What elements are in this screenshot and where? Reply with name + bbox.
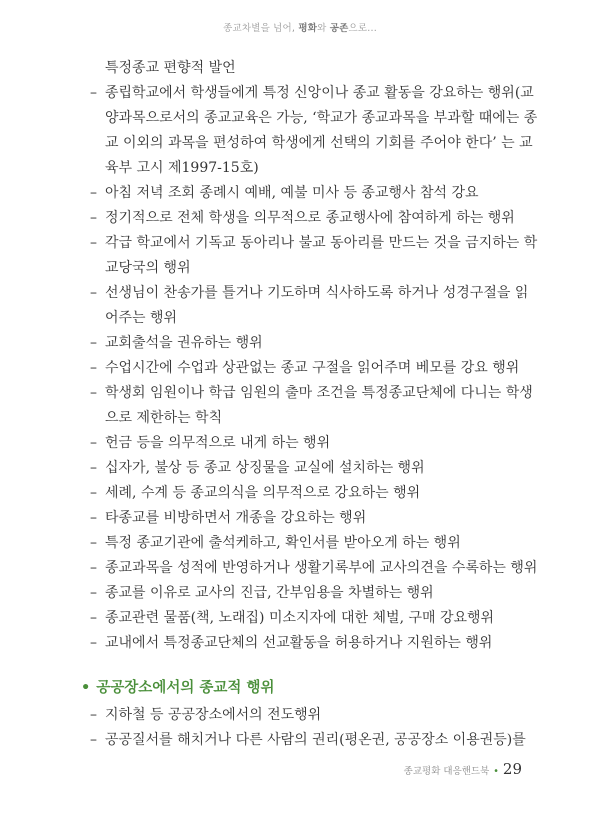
list-item-text: 수업시간에 수업과 상관없는 종교 구절을 읽어주며 베모를 강요 행위 [105,360,520,376]
dash-icon: – [90,535,97,551]
list-item-text: 정기적으로 전체 학생을 의무적으로 종교행사에 참여하게 하는 행위 [105,210,515,226]
list-item-text: 헌금 등을 의무적으로 내게 하는 행위 [105,435,331,451]
dash-icon: – [90,85,97,101]
list-item [90,81,538,181]
list-item-line [90,281,529,306]
list-item-text: 어주는 행위 [105,310,178,326]
list-item-line [90,231,538,256]
continuation-line: 특정종교 편향적 발언 [105,60,236,76]
list-item-text: 종교관련 물품(책, 노래집) 미소지자에 대한 체벌, 구매 강요행위 [105,610,495,626]
list-item-text: 십자가, 불상 등 종교 상징물을 교실에 설치하는 행위 [105,460,425,476]
section-title: 공공장소에서의 종교적 행위 [96,680,275,696]
list-item [90,703,525,728]
list-item-text: 학생회 임원이나 학급 임원의 출마 조건을 특정종교단체에 다니는 학생 [105,385,533,401]
list-item-line [90,506,525,531]
list-item-text: 각급 학교에서 기독교 동아리나 불교 동아리를 만드는 것을 금지하는 학 [105,235,538,251]
list-item-line [90,581,525,606]
list-item-text: 지하철 등 공공장소에서의 전도행위 [105,707,322,723]
list-item-line [90,81,534,106]
list-item-line [90,256,525,281]
list-item-line [90,331,525,356]
list-item-line [90,728,525,753]
list-item [90,381,533,431]
list-item-text: 으로 제한하는 학칙 [105,410,223,426]
list-item-line [90,156,525,181]
list-item [90,506,525,531]
list-item-line [90,703,525,728]
list-item [90,631,525,656]
dash-icon: – [90,185,97,201]
bullet-icon: • [81,680,91,696]
list-item [90,281,529,331]
page-footer [404,760,522,778]
list-item-text: 교당국의 행위 [105,260,191,276]
list-item-line [90,206,525,231]
book-title: 종교평화 대응핸드북 [403,766,490,777]
dash-icon: – [90,435,97,451]
list-item-line [90,631,525,656]
list-item [90,531,525,556]
list-item-line [90,606,525,631]
dash-icon: – [90,585,97,601]
list-item [90,356,525,381]
list-item [90,431,525,456]
dash-icon: – [90,360,97,376]
footer-dot-icon: • [493,766,499,777]
list-behaviours-school [90,56,538,656]
running-header: 종교차별을 넘어, 평화와 공존으로... [223,23,377,34]
list-item [90,331,525,356]
dash-icon: – [90,235,97,251]
list-item-text: 공공질서를 해치거나 다른 사람의 권리(평온권, 공공장소 이용권등)를 [105,732,526,748]
list-item [90,456,525,481]
list-item [90,206,525,231]
page-number: 29 [502,760,522,778]
dash-icon: – [90,707,97,723]
list-item-text: 양과목으로서의 종교교육은 가능, ‘학교가 종교과목을 부과할 때에는 종 [105,110,538,126]
dash-icon: – [90,732,97,748]
dash-icon: – [90,635,97,651]
list-item-line [90,106,538,131]
list-item-text: 특정 종교기관에 출석케하고, 확인서를 받아오게 하는 행위 [105,535,461,551]
items2-container [90,703,525,753]
list-item-line [90,456,525,481]
list-item-line [90,356,525,381]
list-item-text: 종교를 이유로 교사의 진급, 간부임용을 차별하는 행위 [105,585,434,601]
dash-icon: – [90,560,97,576]
list-item-text: 교내에서 특정종교단체의 선교활동을 허용하거나 지원하는 행위 [105,635,493,651]
list-item-text: 교회출석을 권유하는 행위 [105,335,263,351]
list-item-line [90,481,525,506]
list-item [90,581,525,606]
dash-icon: – [90,610,97,626]
list-item-text: 선생님이 찬송가를 틀거나 기도하며 식사하도록 하거나 성경구절을 읽 [105,285,529,301]
list-item-line [90,181,525,206]
section-heading [81,676,274,700]
dash-icon: – [90,460,97,476]
list-item [90,231,538,281]
list-item-text: 종교과목을 성적에 반영하거나 생활기록부에 교사의견을 수록하는 행위 [105,560,538,576]
list-item-text: 종립학교에서 학생들에게 특정 신앙이나 종교 활동을 강요하는 행위(교 [105,85,534,101]
list-item-text: 타종교를 비방하면서 개종을 강요하는 행위 [105,510,367,526]
list-item-line [90,556,538,581]
list-item [90,481,525,506]
list-item-line [90,306,525,331]
list-item-line [90,431,525,456]
list-item [90,556,538,581]
dash-icon: – [90,210,97,226]
list-item-text: 세례, 수계 등 종교의식을 의무적으로 강요하는 행위 [105,485,421,501]
list-item-text: 아침 저녁 조회 종례시 예배, 예불 미사 등 종교행사 참석 강요 [105,185,479,201]
dash-icon: – [90,485,97,501]
dash-icon: – [90,385,97,401]
list-item-text: 육부 고시 제1997-15호) [105,160,259,176]
dash-icon: – [90,510,97,526]
list-behaviours-public [90,703,525,753]
items-container [90,81,538,656]
list-item [90,606,525,631]
list-item-line [90,131,533,156]
list-item-text: 교 이외의 과목을 편성하여 학생에게 선택의 기회를 주어야 한다’ 는 교 [105,135,533,151]
list-item-line [90,406,525,431]
dash-icon: – [90,335,97,351]
dash-icon: – [90,285,97,301]
list-item [90,728,525,753]
list-item-line [90,381,533,406]
list-item-line [90,531,525,556]
list-item [90,181,525,206]
